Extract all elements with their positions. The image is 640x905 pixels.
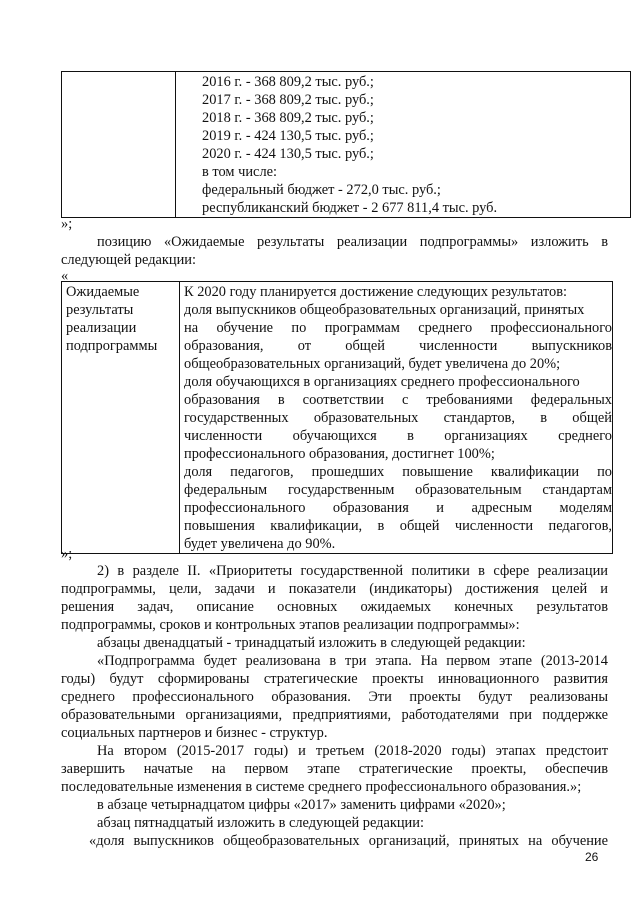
quoted-line: «Подпрограмма будет реализована в три этапа. На первом этапе (2013-2014 [97,653,608,669]
second-stage-line: завершить начатые на первом этапе стратегические проекты, обеспечив [61,761,608,777]
results-line: государственных образовательных стандартов, в общей [184,410,612,426]
intro-line: позицию «Ожидаемые результаты реализации подпрограммы» изложить в [97,234,608,250]
results-line: профессионального образования и адресным моделям [184,500,612,516]
page-number: 26 [585,850,599,864]
intro-line: следующей редакции: [61,252,196,268]
results-line: профессионального образования, достигнет 100%; [184,446,495,462]
closing-quote: »; [61,546,73,562]
financing-table-value-cell [176,72,631,218]
financing-line: федеральный бюджет - 272,0 тыс. руб.; [202,182,441,198]
second-stage-line: На втором (2015-2017 годы) и третьем (2018-2020 годы) этапах предстоит [97,743,608,759]
expected-results-table [61,281,613,554]
results-line: доля выпускников общеобразовательных организаций, принятых [184,302,585,318]
expected-results-text-cell [180,282,613,554]
results-line: образования, от общей численности выпускников [184,338,612,354]
quoted-line: годы) будут сформированы стратегические проекты инновационного развития [61,671,608,687]
results-line: федеральным государственным образовательным стандартам [184,482,612,498]
label-line: Ожидаемые [66,284,140,300]
financing-line: 2016 г. - 368 809,2 тыс. руб.; [202,74,374,90]
expected-results-label-cell [62,282,180,554]
financing-table-label-cell [62,72,176,218]
quoted-line: социальных партнеров и бизнес - структур. [61,725,328,741]
results-line: будет увеличена до 90%. [184,536,336,552]
results-line: общеобразовательных организаций, будет увеличена до 20%; [184,356,561,372]
results-line: доля обучающихся в организациях среднего профессионального [184,374,580,390]
financing-table [61,71,631,218]
financing-line: 2018 г. - 368 809,2 тыс. руб.; [202,110,374,126]
second-stage-paragraph [61,742,608,796]
label-line: результаты [66,302,134,318]
results-line: повышения квалификации, в общей численности педагогов, [184,518,612,534]
quoted-line: образовательными организациями, предприятиями, работодателями при поддержке [61,707,608,723]
intro-paragraph [61,233,608,269]
closing-quote: »; [61,216,73,232]
paragraph-15: абзац пятнадцатый изложить в следующей редакции: [97,815,424,831]
results-line: численности обучающихся в организациях среднего [184,428,612,444]
section-line: подпрограммы, цели, задачи и показатели (индикаторы) достижения целей и [61,581,608,597]
quoted-paragraph [61,652,608,742]
quoted-line: среднего профессионального образования. Эти проекты будут реализованы [61,689,608,705]
paragraph-12-13: абзацы двенадцатый - тринадцатый изложить в следующей редакции: [97,635,526,651]
results-line: К 2020 году планируется достижение следующих результатов: [184,284,568,300]
results-line: доля педагогов, прошедших повышение квалификации по [184,464,612,480]
financing-line: в том числе: [202,164,278,180]
second-stage-line: последовательные изменения в системе среднего профессионального образования.»; [61,779,582,795]
last-line: «доля выпускников общеобразовательных организаций, принятых на обучение [89,833,608,849]
results-line: на обучение по программам среднего профессионального [184,320,612,336]
last-line-paragraph [61,832,608,850]
financing-line: 2020 г. - 424 130,5 тыс. руб.; [202,146,374,162]
section-line: подпрограммы, сроков и контрольных этапов реализации подпрограммы»: [61,617,520,633]
label-line: реализации [66,320,137,336]
results-line: образования в соответствии с требованиями федеральных [184,392,612,408]
opening-quote: « [61,268,69,284]
section-paragraph [61,562,608,634]
financing-line: республиканский бюджет - 2 677 811,4 тыс. руб. [202,200,498,216]
section-line: 2) в разделе II. «Приоритеты государственной политики в сфере реализации [97,563,608,579]
financing-line: 2017 г. - 368 809,2 тыс. руб.; [202,92,374,108]
paragraph-14: в абзаце четырнадцатом цифры «2017» заменить цифрами «2020»; [97,797,506,813]
section-line: решения задач, описание основных ожидаемых конечных результатов [61,599,608,615]
label-line: подпрограммы [66,338,158,354]
financing-line: 2019 г. - 424 130,5 тыс. руб.; [202,128,374,144]
